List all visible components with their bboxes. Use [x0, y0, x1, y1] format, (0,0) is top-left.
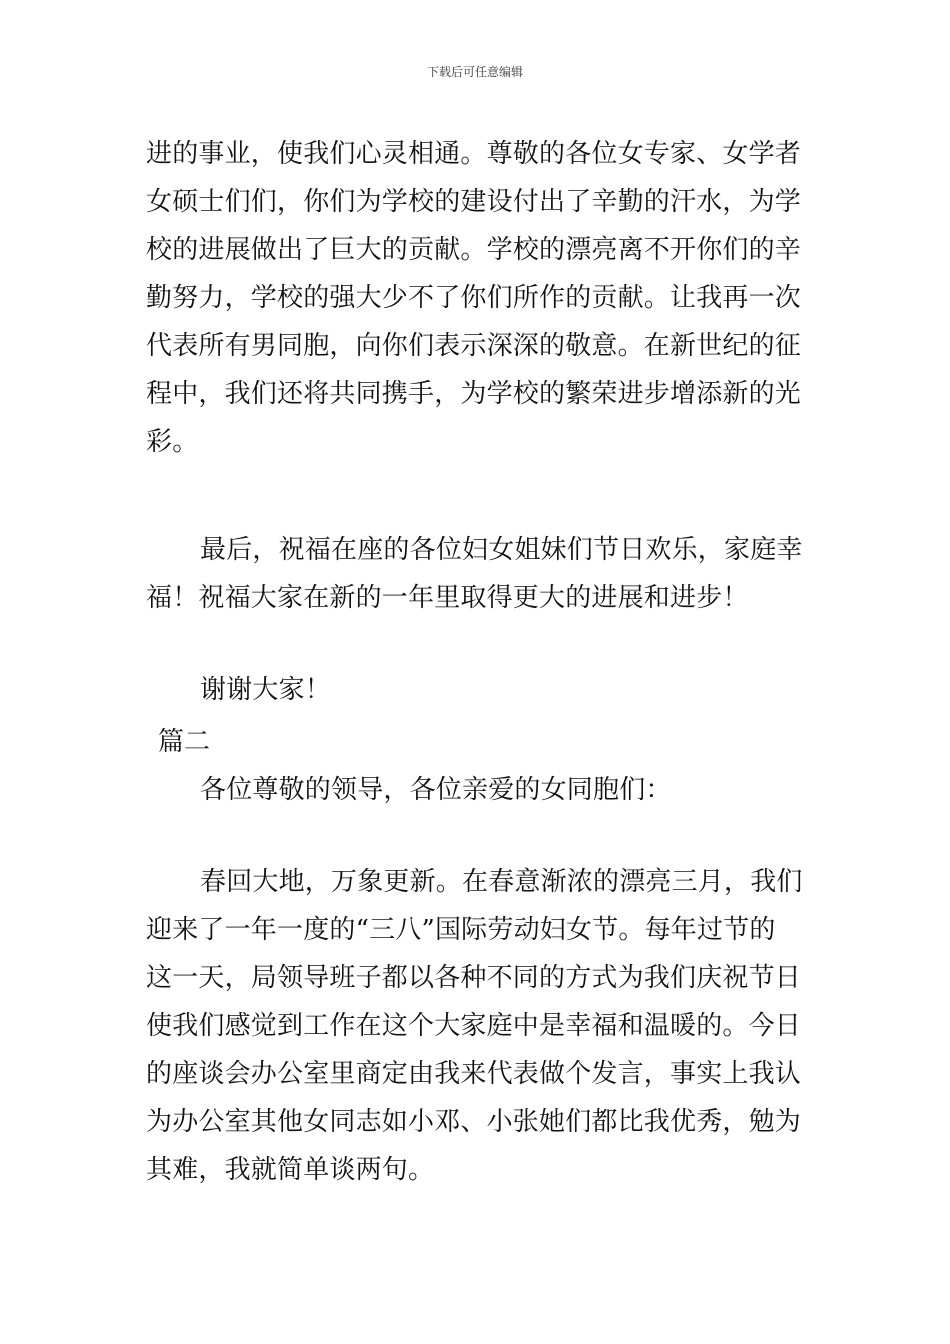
paragraph-3-line-1: 春回大地，万象更新。在春意渐浓的漂亮三月，我们	[200, 867, 803, 897]
page-header-note: 下载后可任意编辑	[426, 65, 523, 79]
paragraph-1-line-4: 勤努力，学校的强大少不了你们所作的贡献。让我再一次	[146, 283, 802, 313]
paragraph-3-line-7: 其难，我就简单谈两句。	[146, 1155, 435, 1185]
paragraph-2-line-2: 福！祝福大家在新的一年里取得更大的进展和进步！	[146, 583, 749, 613]
paragraph-3-line-2: 迎来了一年一度的“三八”国际劳动妇女节。每年过节的	[146, 915, 776, 945]
paragraph-1-line-5: 代表所有男同胞，向你们表示深深的敬意。在新世纪的征	[146, 331, 802, 361]
paragraph-3-line-5: 的座谈会办公室里商定由我来代表做个发言，事实上我认	[146, 1059, 802, 1089]
paragraph-3-line-6: 为办公室其他女同志如小邓、小张她们都比我优秀，勉为	[146, 1107, 802, 1137]
paragraph-1	[146, 130, 810, 466]
paragraph-3	[146, 858, 810, 1194]
spacer	[146, 622, 810, 666]
paragraph-3-line-3: 这一天，局领导班子都以各种不同的方式为我们庆祝节日	[146, 963, 802, 993]
paragraph-1-line-6: 程中，我们还将共同携手，为学校的繁荣进步增添新的光	[146, 379, 802, 409]
spacer	[146, 466, 810, 526]
paragraph-1-line-1: 进的事业，使我们心灵相通。尊敬的各位女专家、女学者	[146, 139, 802, 169]
document-body	[146, 130, 810, 1194]
paragraph-2	[146, 526, 810, 622]
paragraph-1-line-7: 彩。	[146, 427, 199, 457]
paragraph-2-line-1: 最后，祝福在座的各位妇女姐妹们节日欢乐，家庭幸	[200, 535, 803, 565]
paragraph-1-line-2: 女硕士们们，你们为学校的建设付出了辛勤的汗水，为学	[146, 187, 802, 217]
thanks-line: 谢谢大家！	[200, 675, 332, 705]
paragraph-3-line-4: 使我们感觉到工作在这个大家庭中是幸福和温暖的。今日	[146, 1011, 802, 1041]
section-title-2: 篇二	[158, 727, 211, 757]
paragraph-1-line-3: 校的进展做出了巨大的贡献。学校的漂亮离不开你们的辛	[146, 235, 802, 265]
spacer	[146, 814, 810, 858]
salutation-line: 各位尊敬的领导，各位亲爱的女同胞们：	[200, 775, 672, 805]
